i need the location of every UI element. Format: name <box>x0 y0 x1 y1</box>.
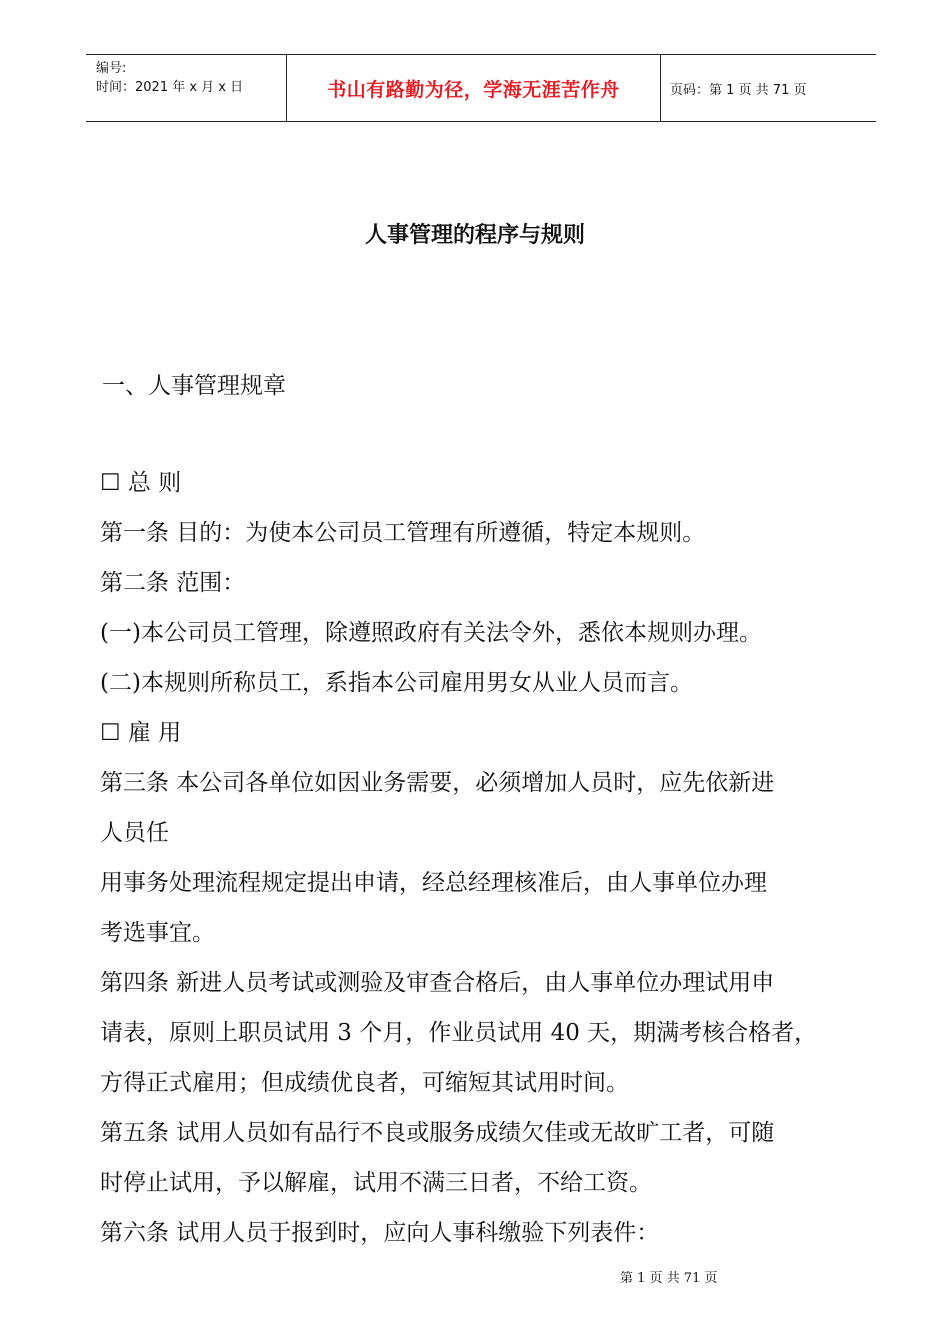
header-page-info: 页码：第 1 页 共 71 页 <box>670 83 807 98</box>
section-heading: 一、人事管理规章 <box>102 373 286 399</box>
body-line: 第六条 试用人员于报到时，应向人事科缴验下列表件： <box>100 1220 660 1246</box>
document-body <box>100 458 870 1258</box>
header-motto: 书山有路勤为径，学海无涯苦作舟 <box>327 79 620 101</box>
body-line: 请表，原则上职员试用 3 个月，作业员试用 40 天，期满考核合格者， <box>100 1020 818 1046</box>
body-line: 第五条 试用人员如有品行不良或服务成绩欠佳或无故旷工者，可随 <box>100 1120 775 1146</box>
body-line: 方得正式雇用；但成绩优良者，可缩短其试用时间。 <box>100 1070 629 1096</box>
document-title: 人事管理的程序与规则 <box>364 223 585 248</box>
body-line: 人员任 <box>100 820 169 846</box>
body-line: (二)本规则所称员工，系指本公司雇用男女从业人员而言。 <box>100 670 693 696</box>
body-line: 考选事宜。 <box>100 920 215 946</box>
document-number-label: 编号: <box>96 61 127 76</box>
body-line: 用事务处理流程规定提出申请，经总经理核准后，由人事单位办理 <box>100 870 767 896</box>
body-line: ☐ 雇 用 <box>100 720 182 746</box>
page-footer: 第 1 页 共 71 页 <box>620 1271 718 1286</box>
header-meta <box>96 59 243 97</box>
body-line: 第一条 目的：为使本公司员工管理有所遵循，特定本规则。 <box>100 520 706 546</box>
body-line: 时停止试用，予以解雇，试用不满三日者，不给工资。 <box>100 1170 652 1196</box>
document-date: 时间：2021 年 x 月 x 日 <box>96 80 244 95</box>
page-header <box>86 54 876 122</box>
body-line: 第二条 范围： <box>100 570 246 596</box>
body-line: 第四条 新进人员考试或测验及审查合格后，由人事单位办理试用申 <box>100 970 775 996</box>
header-divider <box>660 55 661 121</box>
body-line: 第三条 本公司各单位如因业务需要，必须增加人员时，应先依新进 <box>100 770 775 796</box>
body-line: ☐ 总 则 <box>100 470 182 496</box>
body-line: (一)本公司员工管理，除遵照政府有关法令外，悉依本规则办理。 <box>100 620 762 646</box>
